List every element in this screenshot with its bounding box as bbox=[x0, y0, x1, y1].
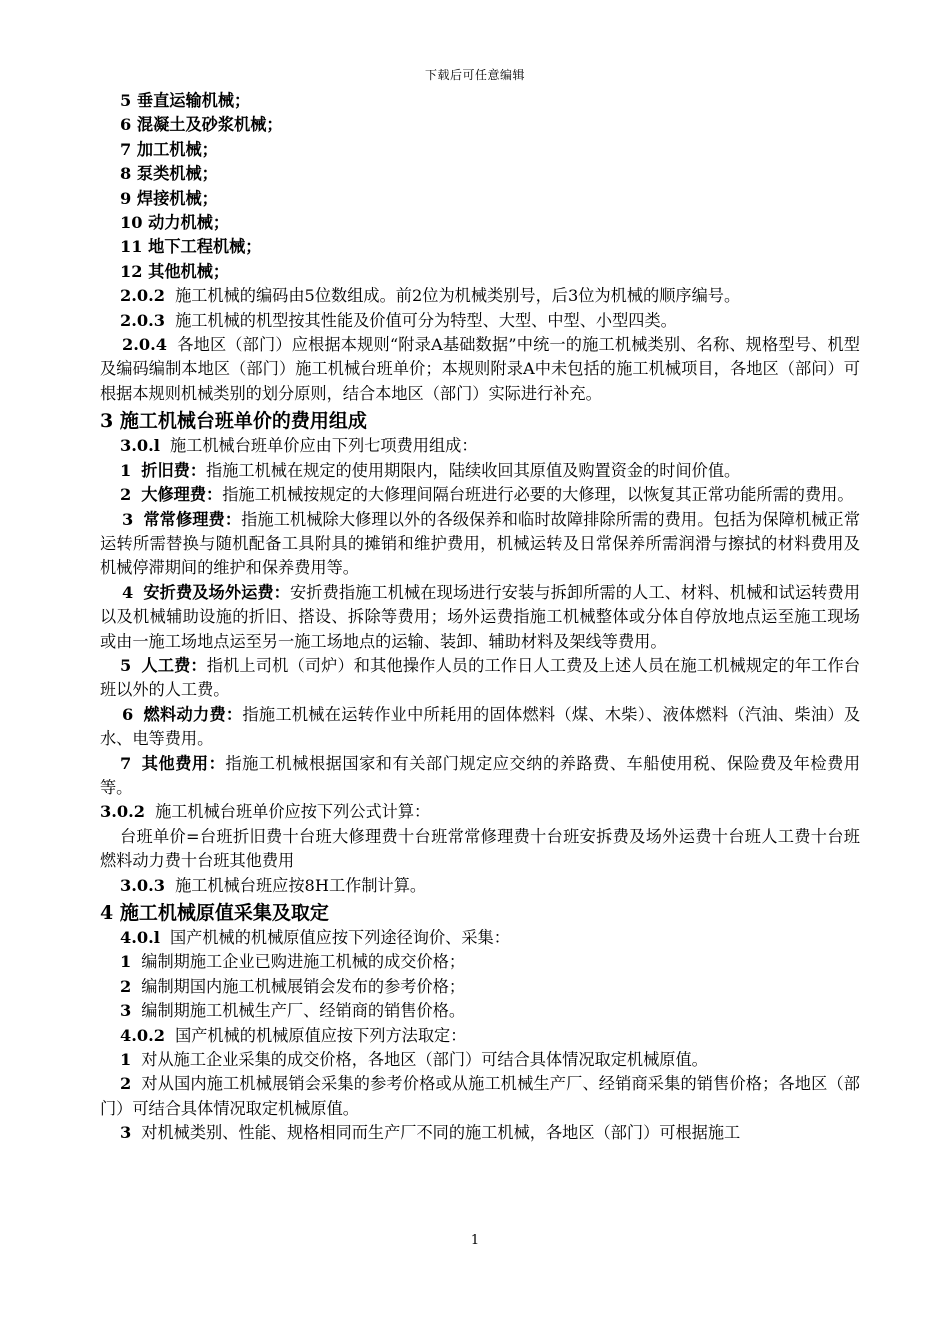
source-item-2 bbox=[100, 975, 860, 999]
method-item-3 bbox=[100, 1121, 860, 1145]
list-item: 6 混凝土及砂浆机械； bbox=[120, 115, 283, 135]
item-text: 指施工机械根据国家和有关部门规定应交纳的养路费、车船使用税、保险费及年检费用等。 bbox=[100, 753, 861, 797]
item-number: 5 bbox=[120, 655, 132, 675]
item-text: 对从施工企业采集的成交价格，各地区（部门）可结合具体情况取定机械原值。 bbox=[141, 1050, 708, 1070]
clause-text: 国产机械的机械原值应按下列途径询价、采集： bbox=[169, 928, 510, 947]
item-number: 3 bbox=[120, 1001, 132, 1021]
item-term: 折旧费： bbox=[141, 460, 207, 480]
item-text: 指机上司机（司炉）和其他操作人员的工作日人工费及上述人员在施工机械规定的年工作台班以外的人工费。 bbox=[100, 655, 861, 700]
item-number: 3 bbox=[120, 1123, 132, 1143]
list-item: 12 其他机械； bbox=[120, 261, 230, 281]
page-header: 下载后可任意编辑 bbox=[424, 68, 525, 82]
list-item: 8 泵类机械； bbox=[120, 164, 218, 184]
cost-item-7 bbox=[100, 752, 860, 801]
clause-number: 4.0.l bbox=[120, 928, 160, 947]
item-term: 人工费： bbox=[141, 655, 207, 675]
clause-text: 各地区（部门）应根据本规则“附录A基础数据”中统一的施工机械类别、名称、规格型号、机型及编码编制本地区（部门）施工机械台班单价；本规则附录A中未包括的施工机械项目，各地区（部问）可根据本规则机械类别的划分原则，结合本地区（部门）实际进行补充。 bbox=[100, 335, 860, 403]
item-text: 编制期施工企业已购进施工机械的成交价格； bbox=[141, 952, 466, 972]
clause-text: 施工机械台班单价应由下列七项费用组成： bbox=[169, 436, 478, 456]
list-item: 9 焊接机械； bbox=[120, 188, 218, 208]
clause-4-0-2 bbox=[100, 1024, 860, 1048]
item-number: 1 bbox=[120, 1050, 132, 1070]
cost-item-5 bbox=[100, 654, 860, 703]
clause-number: 2.0.2 bbox=[120, 286, 166, 306]
item-text: 编制期施工机械生产厂、经销商的销售价格。 bbox=[141, 1001, 466, 1021]
list-item: 10 动力机械； bbox=[120, 213, 230, 233]
clause-number: 4.0.2 bbox=[120, 1025, 166, 1045]
item-text: 对机械类别、性能、规格相同而生产厂不同的施工机械，各地区（部门）可根据施工 bbox=[141, 1123, 741, 1143]
item-number: 1 bbox=[120, 460, 132, 480]
cost-item-6 bbox=[100, 703, 860, 752]
source-item-1 bbox=[100, 950, 860, 974]
item-text: 安折费指施工机械在现场进行安装与拆卸所需的人工、材料、机械和试运转费用以及机械辅助设施的折旧、搭设、拆除等费用；场外运费指施工机械整体或分体自停放地点运至施工现场或由一施工场地点运至另一施工场地点的运输、装卸、辅助材料及架线等费用。 bbox=[100, 582, 861, 651]
clause-3-0-2 bbox=[100, 800, 860, 824]
item-number: 1 bbox=[120, 952, 132, 972]
item-number: 4 bbox=[122, 582, 134, 602]
cost-item-3 bbox=[100, 508, 860, 581]
clause-number: 2.0.4 bbox=[122, 335, 168, 355]
list-item: 7 加工机械； bbox=[120, 139, 218, 159]
clause-text: 国产机械的机械原值应按下列方法取定： bbox=[175, 1025, 467, 1045]
document-body bbox=[100, 89, 860, 1146]
item-term: 燃料动力费： bbox=[143, 704, 243, 724]
cost-item-2 bbox=[100, 483, 860, 507]
clause-text: 施工机械台班单价应按下列公式计算： bbox=[155, 802, 431, 822]
clause-number: 3.0.2 bbox=[100, 802, 146, 822]
clause-text: 施工机械台班应按8H工作制计算。 bbox=[175, 875, 427, 895]
clause-2-0-4 bbox=[100, 333, 860, 406]
list-item: 5 垂直运输机械； bbox=[120, 91, 251, 110]
item-number: 2 bbox=[120, 1074, 132, 1094]
clause-3-0-1 bbox=[100, 434, 860, 458]
method-item-2 bbox=[100, 1072, 860, 1121]
item-number: 7 bbox=[120, 753, 132, 773]
clause-2-0-2 bbox=[100, 284, 860, 308]
item-text: 指施工机械按规定的大修理间隔台班进行必要的大修理，以恢复其正常功能所需的费用。 bbox=[222, 485, 854, 505]
clause-2-0-3 bbox=[100, 309, 860, 333]
clause-number: 2.0.3 bbox=[120, 310, 166, 330]
clause-number: 3.0.l bbox=[120, 436, 160, 456]
item-number: 2 bbox=[120, 976, 132, 996]
item-text: 编制期国内施工机械展销会发布的参考价格； bbox=[141, 976, 466, 996]
item-term: 常常修理费： bbox=[143, 509, 242, 529]
item-term: 安折费及场外运费： bbox=[143, 582, 290, 602]
item-text: 指施工机械除大修理以外的各级保养和临时故障排除所需的费用。包括为保障机械正常运转所需替换与随机配备工具附具的摊销和维护费用，机械运转及日常保养所需润滑与擦拭的材料费用及机械停滞期间的维护和保养费用等。 bbox=[100, 509, 861, 578]
formula: 台班单价=台班折旧费十台班大修理费十台班常常修理费十台班安拆费及场外运费十台班人工费十台班燃料动力费十台班其他费用 bbox=[100, 826, 860, 871]
clause-text: 施工机械的机型按其性能及价值可分为特型、大型、中型、小型四类。 bbox=[175, 310, 677, 330]
item-number: 3 bbox=[122, 509, 134, 529]
clause-4-0-1 bbox=[100, 926, 860, 950]
item-number: 2 bbox=[120, 485, 132, 505]
clause-number: 3.0.3 bbox=[120, 875, 166, 895]
item-term: 大修理费： bbox=[141, 485, 223, 505]
item-number: 6 bbox=[122, 704, 134, 724]
item-text: 对从国内施工机械展销会采集的参考价格或从施工机械生产厂、经销商采集的销售价格；各地区（部门）可结合具体情况取定机械原值。 bbox=[100, 1074, 860, 1118]
source-item-3 bbox=[100, 999, 860, 1023]
item-text: 指施工机械在运转作业中所耗用的固体燃料（煤、木柴）、液体燃料（汽油、柴油）及水、电等费用。 bbox=[100, 704, 861, 749]
cost-item-1 bbox=[100, 459, 860, 483]
method-item-1 bbox=[100, 1048, 860, 1072]
item-text: 指施工机械在规定的使用期限内，陆续收回其原值及购置资金的时间价值。 bbox=[206, 460, 741, 480]
cost-item-4 bbox=[100, 581, 860, 654]
item-term: 其他费用： bbox=[141, 753, 226, 773]
list-item: 11 地下工程机械； bbox=[120, 237, 262, 257]
section-heading-3: 3 施工机械台班单价的费用组成 bbox=[100, 410, 367, 433]
clause-3-0-3 bbox=[100, 874, 860, 898]
section-heading-4: 4 施工机械原值采集及取定 bbox=[100, 902, 329, 924]
page-number: 1 bbox=[470, 1233, 480, 1248]
clause-text: 施工机械的编码由5位数组成。前2位为机械类别号，后3位为机械的顺序编号。 bbox=[175, 286, 741, 306]
